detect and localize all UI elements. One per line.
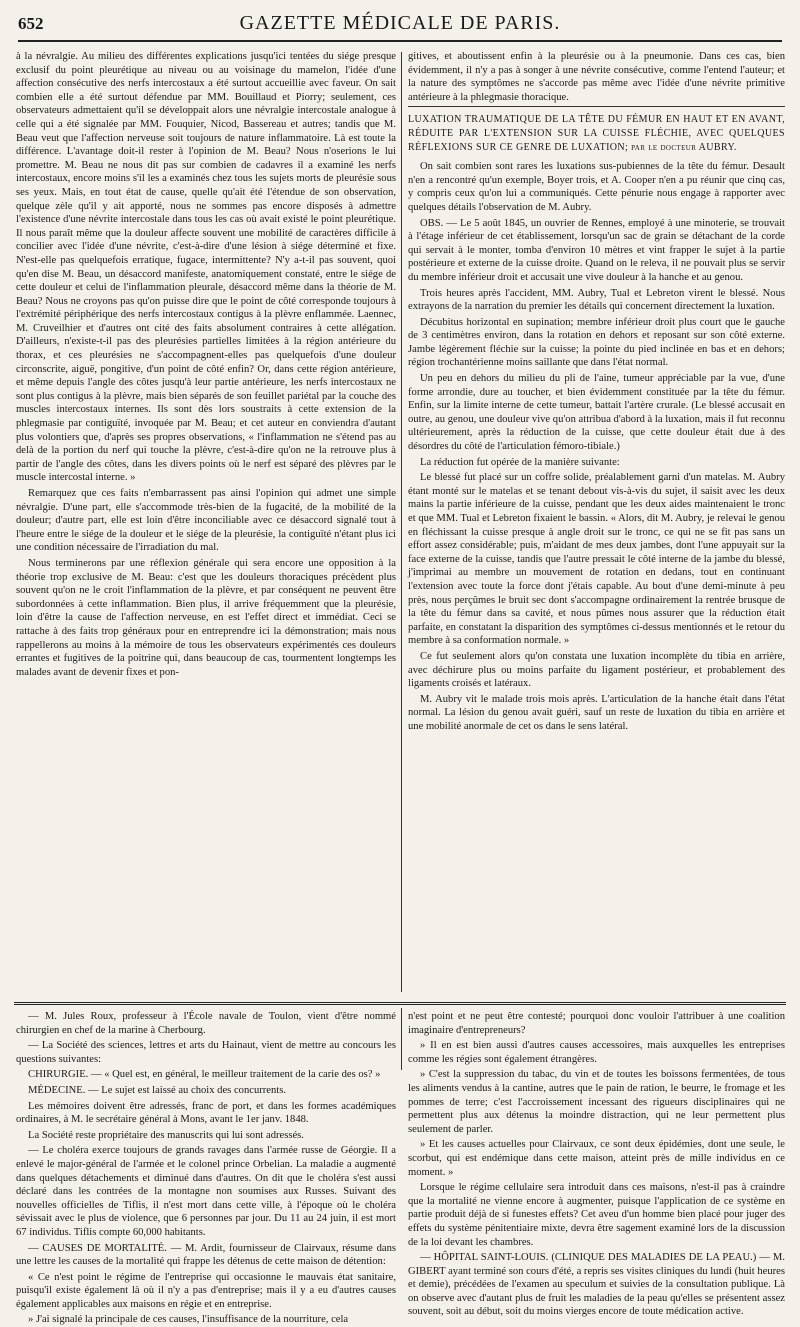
news-item: — CAUSES DE MORTALITÉ. — M. Ardit, fournisseur de Clairvaux, résume dans une lettre les causes de la mortalité qui frappe les détenus de cette maison de détention:: [16, 1242, 396, 1268]
news-item: » Il en est bien aussi d'autres causes accessoires, mais auxquelles les entreprises comme les régies sont également étrangères.: [408, 1040, 785, 1065]
news-column-right: [408, 1010, 785, 1318]
journal-title: GAZETTE MÉDICALE DE PARIS.: [239, 12, 561, 34]
news-column-left: [16, 1010, 396, 1326]
paragraph: Un peu en dehors du milieu du pli de l'aine, tumeur appréciable par la vue, d'une forme arrondie, dure au toucher, et bien évidemment constituée par la tête du fémur. Enfin, sur la limite interne de cette tumeur, battait l'artère crurale. (Le blessé accusait en outre, au genou, une douleur vive qu'on attribua d'abord à la luxation, mais il fut reconnu ultérieurement, après la réduction de la cuisse, que cette douleur était due à des désordres du côté de l'articulation fémoro-tibiale.): [408, 373, 785, 453]
news-item: Lorsque le régime cellulaire sera introduit dans ces maisons, n'est-il pas à craindre que la mortalité ne vienne encore à augmenter, puisque l'application de ce système en partie produit déjà de si funestes effets? Cet aveu d'un homme bien placé pour juger des effets du système pénitentiaire mixte, devra être sagement examiné lors de la discussion de la loi devant les chambres.: [408, 1182, 785, 1248]
column-divider-bottom: [401, 1008, 402, 1070]
article-title: LUXATION TRAUMATIQUE DE LA TÊTE DU FÉMUR EN HAUT ET EN AVANT, RÉDUITE PAR L'EXTENSION SUR LA CUISSE FLÉCHIE, AVEC QUELQUES RÉFLEXIONS SUR CE GENRE DE LUXATION; par le docteur AUBRY.: [408, 114, 785, 153]
news-item: — M. Jules Roux, professeur à l'École navale de Toulon, vient d'être nommé chirurgien en chef de la marine à Cherbourg.: [16, 1011, 396, 1036]
page-header: [18, 10, 782, 42]
news-item: » Et les causes actuelles pour Clairvaux, ce sont deux épidémies, dont une seule, le scorbut, qui est endémique dans cette maison, atteint près de mille individus en ce moment. »: [408, 1139, 785, 1178]
news-item: « Ce n'est point le régime de l'entreprise qui occasionne le mauvais état sanitaire, puisqu'il existe également là où il n'y a pas d'entreprise; mais il y a eu d'autres causes également applicables aux maisons en régie et en entreprise.: [16, 1271, 396, 1310]
column-divider: [401, 52, 402, 992]
paragraph: M. Aubry vit le malade trois mois après. L'articulation de la hanche était dans l'état normal. La lésion du genou avait guéri, sauf un reste de luxation du tibia en arrière et une mobilité anormale de cet os dans le sens latéral.: [408, 693, 785, 732]
paragraph: Le blessé fut placé sur un coffre solide, préalablement garni d'un matelas. M. Aubry étant monté sur le matelas et se tenant debout vis-à-vis du sujet, il saisit avec les deux mains la partie inférieure de la cuisse, pendant que les deux aides maintenaient le tronc et que MM. Tual et Lebreton fixaient le bassin. « Alors, dit M. Aubry, je relevai le genou en fléchissant la cuisse presque à angle droit sur le tronc, ce qui ne se fit pas sans un effort assez considérable; puis, m'aidant de mes deux jambes, dont l'une appuyait sur la face externe de la cuisse, tandis que l'autre pressait le côté interne de la jambe du blessé, j'imprimai au membre un mouvement de rotation en dedans, tout en continuant l'extension avec toute la force dont j'étais capable. Au bout d'une demi-minute à peu près, nous perçûmes le bruit sec dont s'accompagne ordinairement la rentrée brusque de la tête du fémur dans sa cavité, et nous pûmes nous assurer que la réduction était parfaite, en constatant la disparition des symptômes ci-dessus mentionnés et le retour du membre à sa conformation normale. »: [408, 472, 785, 647]
paragraph: Nous terminerons par une réflexion générale qui sera encore une opposition à la théorie trop exclusive de M. Beau: c'est que les douleurs thoraciques précèdent plus souvent qu'on ne le croit l'inflammation de la plèvre, et par conséquent ne peuvent être subordonnées à cette inflammation. Bien plus, il arrive fréquemment que la pleurésie, loin d'être la cause de l'affection nerveuse, en est l'effet direct et immédiat. Ceci se rattache à des faits trop généraux pour en entreprendre ici la démonstration; mais nous rappellerons au moins à la mémoire de tous les observateurs expérimentés ces douleurs errantes et fugitives de la poitrine qui, dans beaucoup de cas, tourmentent longtemps les malades avant de devenir fixes et pon-: [16, 557, 396, 678]
paragraph: Remarquez que ces faits n'embarrassent pas ainsi l'opinion qui admet une simple névralgie. D'une part, elle s'accommode très-bien de la fugacité, de la mobilité de la douleur; d'autre part, elle est loin d'être inconciliable avec ce désaccord signalé tout à l'heure entre le siége de la douleur et le siége de la pleurésie, la contiguïté n'étant plus ici une condition nécessaire de l'irradiation du mal.: [16, 488, 396, 554]
paragraph: à la névralgie. Au milieu des différentes explications jusqu'ici tentées du siége presque exclusif du point pleurétique au niveau ou au voisinage du mamelon, l'idée d'une affection consécutive des nerfs intercostaux a été surtout accueillie avec faveur. On sait combien elle a été surtout défendue par MM. Bouillaud et Piorry; seulement, ces observateurs admettaient qu'il se développait alors une névralgie intercostale analogue à celle qui a été signalée par MM. Fouquier, Nicod, Bassereau et autres; tandis que M. Beau veut que l'affection nerveuse soit toujours de nature inflammatoire. Là est toute la différence. L'avantage doit-il rester à l'opinion de M. Beau? Nous n'oserions le lui promettre. M. Beau ne nous dit pas sur combien de cadavres il a examiné les nerfs intercostaux, encore moins s'il les a examinés chez tous les sujets morts de pleurésie sous ses yeux. Mais, en tout état de cause, quelle qu'ait été l'étendue de son observation, quelque zèle qu'il y ait apporté, nous ne sommes pas encore disposés à admettre l'existence d'une névrite intercostale dans tous les cas où avait existé le point pleurétique. Il nous paraît même que la douleur affecte souvent une mobilité de caractères difficile à concilier avec l'idée d'une névrite, c'est-à-dire d'une lésion à siége déterminé et fixe. N'est-elle pas quelquefois erratique, fugace, intermittente? N'y a-t-il pas souvent, quoi qu'en dise M. Beau, un désaccord manifeste, anatomiquement constaté, entre le siége de cette douleur et celui de l'inflammation pleurale, désaccord même dans la théorie de M. Beau? Nous ne croyons pas qu'on puisse dire que le point de côté corresponde toujours à l'extrémité périphérique des nerfs intercostaux contigus à la plèvre enflammée. Laennec, M. Cruveilhier et d'autres ont cité des faits absolument contraires à cette allégation. D'ailleurs, n'existe-t-il pas des pleurésies partielles limitées à la région antérieure du thorax, et ces pleurésies ne s'accompagnent-elles pas quelquefois d'une douleur circonscrite, aiguë, pongitive, d'un point de côté enfin? Or, dans cette région antérieure, et même depuis l'angle des côtes jusqu'à leur partie antérieure, les nerfs intercostaux ne sont plus contigus à la plèvre, mais bien séparés de son feuillet pariétal par la couche des muscles intercostaux internes. Ils sont dès lors soustraits à cette extension de la phlegmasie par contiguïté, invoquée par M. Beau; et cet auteur en conviendra d'autant plus volontiers que, d'après ses propres observations, « l'inflammation ne s'étend pas au delà de la portion du nerf qui touche la plèvre, c'est-à-dire qu'on ne la retrouve plus à partir de l'angle des côtes, dans les divers points où le nerf est séparé des plèvres par le muscle intercostal interne. »: [16, 51, 396, 484]
column-left: [16, 50, 396, 995]
news-item: — La Société des sciences, lettres et arts du Hainaut, vient de mettre au concours les questions suivantes:: [16, 1040, 396, 1065]
page-number: 652: [18, 14, 44, 33]
observation-paragraph: OBS. — Le 5 août 1845, un ouvrier de Rennes, employé à une minoterie, se trouvait à l'étage inférieur de cet établissement, lorsqu'un sac de grain se détachant de la corde qui servait à le monter, tomba d'environ 10 mètres et vint frapper le sujet à la partie postérieure et externe de la cuisse droite. Quand on le releva, il ne pouvait plus se servir du membre inférieur droit et accusait une vive douleur à la hanche et au genou.: [408, 217, 785, 283]
section-rule: [14, 1002, 786, 1005]
paragraph: Décubitus horizontal en supination; membre inférieur droit plus court que le gauche de 3 centimètres environ, dans la rotation en dehors et reposant sur son côté externe. Jambe légèrement fléchie sur la cuisse; la pointe du pied inclinée en bas et en dehors; région trochantérienne moins saillante que dans l'état normal.: [408, 316, 785, 369]
news-item: La Société reste propriétaire des manuscrits qui lui sont adressés.: [28, 1129, 304, 1141]
paragraph: La réduction fut opérée de la manière suivante:: [420, 456, 620, 468]
news-item: » C'est la suppression du tabac, du vin et de toutes les boissons fermentées, de tous les aliments vendus à la cantine, autres que le pain de ration, le beurre, le fromage et les pommes de terre; c'est l'accroissement incessant des rigueurs disciplinaires qui ne permettent plus aux détenus la moindre distraction, qui ne leur permettent plus seulement de parler.: [408, 1069, 785, 1135]
paragraph: On sait combien sont rares les luxations sus-pubiennes de la tête du fémur. Desault n'en a rencontré qu'un exemple, Boyer trois, et A. Cooper n'en a pu réunir que cinq cas, y compris ceux qu'on lui a communiqués. Cette pénurie nous engage à rapporter avec quelques détails l'observation de M. Aubry.: [408, 161, 785, 213]
paragraph: gitives, et aboutissent enfin à la pleurésie ou à la pneumonie. Dans ces cas, bien évidemment, il n'y a pas à songer à une névrite consécutive, comme l'entend l'auteur; et la nature des symptômes ne s'accorde pas même avec l'idée d'une névrite primitive antérieure à la phlegmasie thoracique.: [408, 51, 785, 103]
news-item: » J'ai signalé la principale de ces causes, l'insuffisance de la nourriture, cela: [28, 1314, 349, 1326]
paragraph: Trois heures après l'accident, MM. Aubry, Tual et Lebreton virent le blessé. Nous extrayons de la narration du premier les détails qui concernent directement la luxation.: [408, 287, 785, 313]
article-rule: [408, 106, 785, 107]
news-item: n'est point et ne peut être contesté; pourquoi donc vouloir l'attribuer à une coalition imaginaire d'entrepreneurs?: [408, 1011, 785, 1036]
news-item: Les mémoires doivent être adressés, franc de port, et dans les formes académiques ordinaires, à M. le secrétaire général à Mons, avant le 1er janv. 1848.: [16, 1100, 396, 1126]
news-item: — HÔPITAL SAINT-LOUIS. (CLINIQUE DES MALADIES DE LA PEAU.) — M. GIBERT ayant terminé son cours d'été, a repris ses visites cliniques du lundi (huit heures et demie), précédées de l'examen au speculum et suivies de la consultation publique. Là on observe avec d'autant plus de fruit les maladies de la peau qu'elles se présentent assez souvent, soit au début, soit du moins vierges encore de toute médication active.: [408, 1252, 785, 1318]
news-item: MÉDECINE. — Le sujet est laissé au choix des concurrents.: [28, 1084, 287, 1096]
news-item: CHIRURGIE. — « Quel est, en général, le meilleur traitement de la carie des os? »: [28, 1069, 381, 1081]
news-item: — Le choléra exerce toujours de grands ravages dans l'armée russe de Géorgie. Il a enlevé le major-général de l'armée et le colonel prince Orbelian. La maladie a augmenté dans quelques détachements et diminué dans d'autres. On dit que le choléra s'est aussi déclaré dans les contrées de la montagne non soumises aux Russes. Suivant des nouvelles officielles de Tiflis, il n'est mort dans cette ville, à l'époque où le choléra sévissait avec le plus de violence, que 6 personnes par jour. Du 11 au 24 juin, il est mort 67 individus. Tiflis compte 60,000 habitants.: [16, 1145, 396, 1238]
header-rule: [18, 40, 782, 42]
paragraph: Ce fut seulement alors qu'on constata une luxation incomplète du tibia en arrière, avec déchirure plus ou moins parfaite du ligament postérieur, et probablement des ligaments croisés et latéraux.: [408, 650, 785, 690]
column-right: [408, 50, 785, 995]
